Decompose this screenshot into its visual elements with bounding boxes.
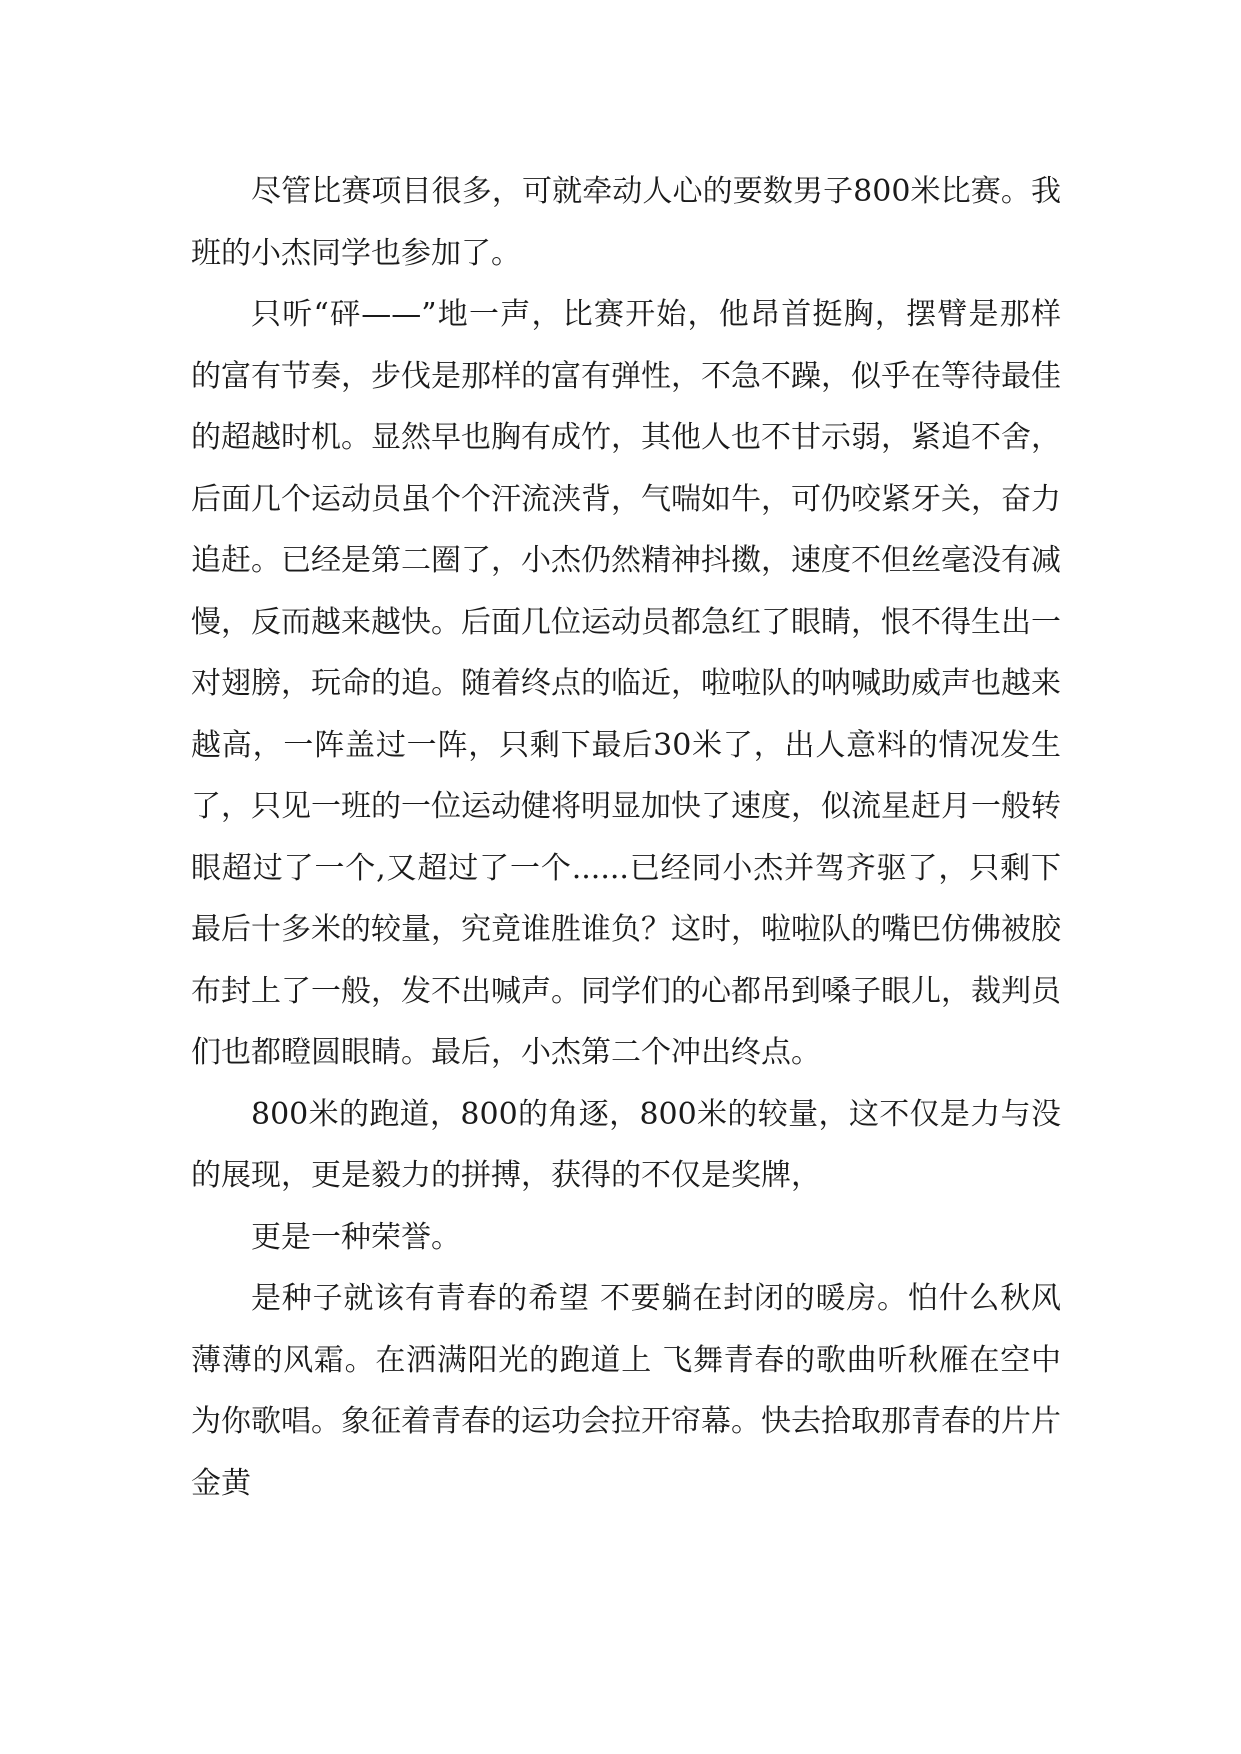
paragraph: 800米的跑道，800的角逐，800米的较量，这不仅是力与没的展现，更是毅力的拼搏，获得的不仅是奖牌， xyxy=(191,1096,1061,1193)
paragraph: 更是一种荣誉。 xyxy=(251,1219,461,1255)
paragraph: 只听“砰——”地一声，比赛开始，他昂首挺胸，摆臂是那样的富有节奏，步伐是那样的富有弹性，不急不躁，似乎在等待最佳的超越时机。显然早也胸有成竹，其他人也不甘示弱，紧追不舍，后面几个运动员虽个个汗流浃背，气喘如牛，可仍咬紧牙关，奋力追赶。已经是第二圈了，小杰仍然精神抖擞，速度不但丝毫没有减慢，反而越来越快。后面几位运动员都急红了眼睛，恨不得生出一对翅膀，玩命的追。随着终点的临近，啦啦队的呐喊助威声也越来越高，一阵盖过一阵，只剩下最后30米了，出人意料的情况发生了，只见一班的一位运动健将明显加快了速度，似流星赶月一般转眼超过了一个,又超过了一个......已经同小杰并驾齐驱了，只剩下最后十多米的较量，究竟谁胜谁负？这时，啦啦队的嘴巴仿佛被胶布封上了一般，发不出喊声。同学们的心都吊到嗓子眼儿，裁判员们也都瞪圆眼睛。最后，小杰第二个冲出终点。 xyxy=(191,297,1061,1070)
document-body xyxy=(191,161,1061,1514)
paragraph: 是种子就该有青春的希望 不要躺在封闭的暖房。怕什么秋风薄薄的风霜。在洒满阳光的跑道上 飞舞青春的歌曲听秋雁在空中为你歌唱。象征着青春的运功会拉开帘幕。快去拾取那青春的片片金黄 xyxy=(191,1281,1061,1501)
paragraph: 尽管比赛项目很多，可就牵动人心的要数男子800米比赛。我班的小杰同学也参加了。 xyxy=(191,174,1061,271)
